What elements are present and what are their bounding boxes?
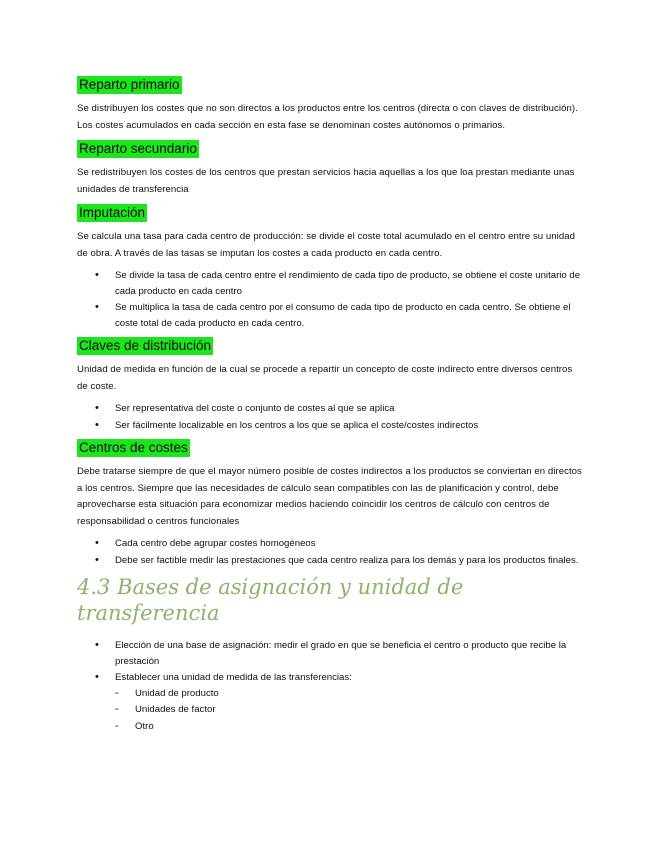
paragraph-imputacion: Se calcula una tasa para cada centro de producción: se divide el coste total acumulado en el centro entre su unidad de obra. A través de las tasas se imputan los costes a cada producto en cada centro.: [77, 231, 576, 259]
paragraph-reparto-secundario: Se redistribuyen los costes de los centros que prestan servicios hacia aquellas a los que loa prestan mediante unas unidades de transferencia: [77, 167, 575, 195]
list-item: - Unidad de producto: [135, 686, 585, 702]
paragraph-reparto-primario: Se distribuyen los costes que no son directos a los productos entre los centros (directa o con claves de distribución). Los costes acumulados en cada sección en esta fase se denominan costes autónomos o primarios.: [77, 103, 578, 131]
bullet-list-claves: [77, 401, 585, 433]
dash-list-unidades: [115, 686, 585, 735]
list-item: • Cada centro debe agrupar costes homogéneos: [115, 536, 585, 552]
list-item: - Unidades de factor: [135, 702, 585, 718]
list-item: • Ser fácilmente localizable en los centros a los que se aplica el coste/costes indirectos: [115, 418, 585, 434]
list-item: - Otro: [135, 719, 585, 735]
list-item: • Elección de una base de asignación: medir el grado en que se beneficia el centro o producto que recibe la prestación: [115, 638, 585, 669]
list-item: • Ser representativa del coste o conjunto de costes al que se aplica: [115, 401, 585, 417]
list-item: [115, 670, 585, 734]
heading-centros-costes: Centros de costes: [79, 440, 188, 455]
bullet-list-centros: [77, 536, 585, 568]
list-item-text: Establecer una unidad de medida de las transferencias:: [115, 672, 352, 683]
section-centros-costes: [77, 439, 585, 568]
list-item: • Se multiplica la tasa de cada centro por el consumo de cada tipo de producto en cada centro. Se obtiene el coste total de cada producto en cada centro.: [115, 300, 585, 331]
paragraph-claves-distribucion: Unidad de medida en función de la cual se procede a repartir un concepto de coste indirecto entre diversos centros de coste.: [77, 364, 573, 392]
list-item: • Debe ser factible medir las prestaciones que cada centro realiza para los demás y para los productos finales.: [115, 553, 585, 569]
heading-imputacion: Imputación: [79, 205, 146, 220]
section-reparto-secundario: [77, 140, 585, 198]
list-item: • Se divide la tasa de cada centro entre el rendimiento de cada tipo de producto, se obtiene el coste unitario de cada producto en cada centro: [115, 268, 585, 299]
section-imputacion: [77, 204, 585, 331]
heading-claves-distribucion: Claves de distribución: [79, 338, 212, 353]
section-claves-distribucion: [77, 337, 585, 433]
heading-reparto-primario: Reparto primario: [79, 77, 180, 92]
bullet-list-bases: [77, 638, 585, 734]
paragraph-centros-costes: Debe tratarse siempre de que el mayor número posible de costes indirectos a los productos se conviertan en directos a los centros. Siempre que las necesidades de cálculo sean compatibles con las de planificación y control, debe aprovecharse esta situación para economizar medios haciendo coincidir los centros de cálculo con centros de responsabilidad o centros funcionales: [77, 466, 582, 527]
section-reparto-primario: [77, 76, 585, 134]
heading-reparto-secundario: Reparto secundario: [79, 141, 197, 156]
section-title-bases-asignacion: 4.3 Bases de asignación y unidad de transferencia: [77, 575, 464, 625]
bullet-list-imputacion: [77, 268, 585, 331]
